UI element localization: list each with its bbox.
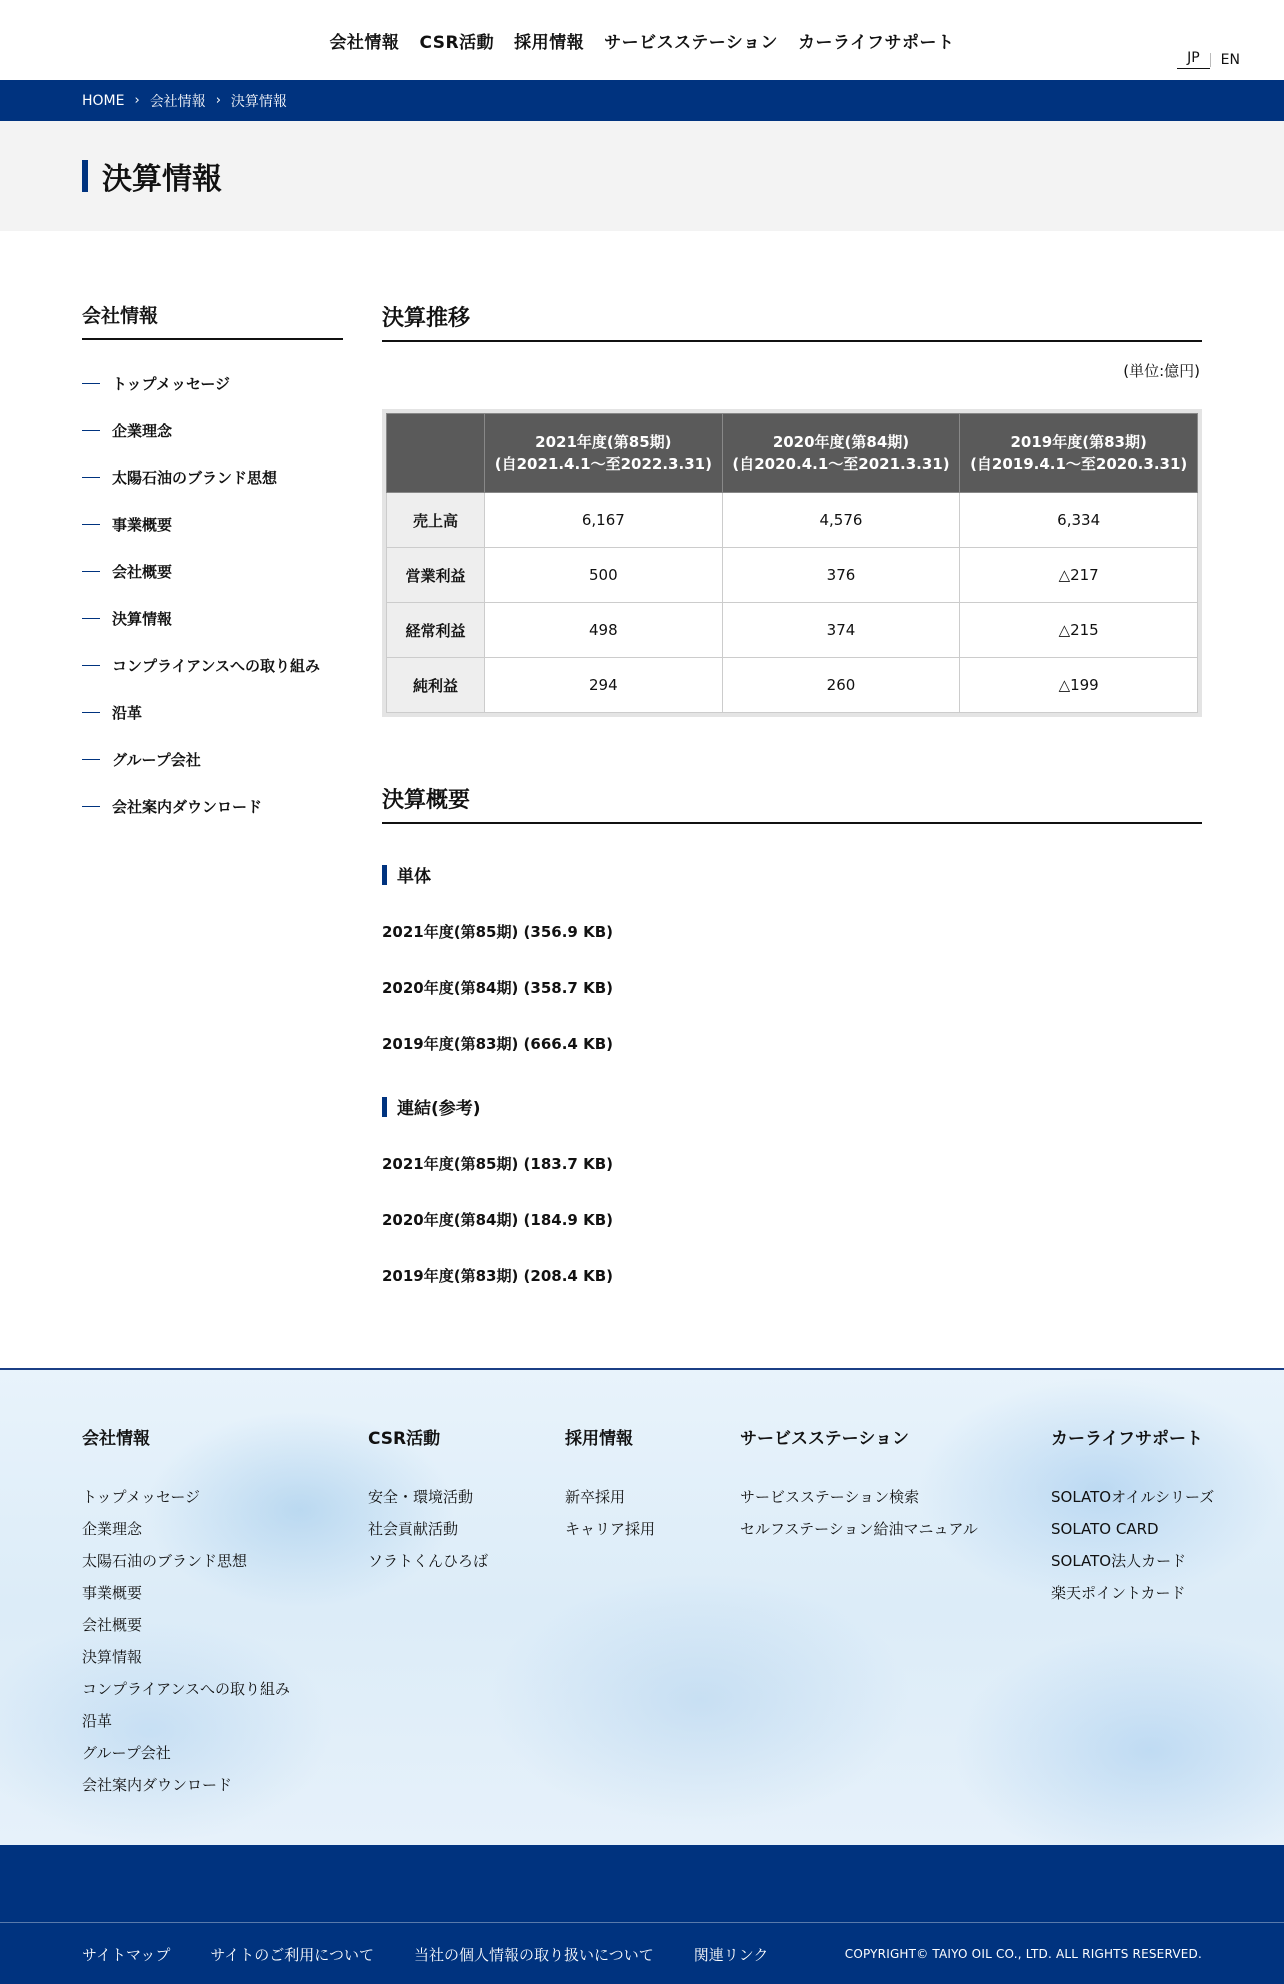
footer-link[interactable]: 安全・環境活動 [368,1488,474,1506]
footer-link[interactable]: グループ会社 [82,1744,171,1762]
global-nav [0,28,1284,53]
sidebar-item-label: 会社案内ダウンロード [112,798,263,816]
sidebar-item-financial[interactable] [82,595,343,642]
table-cell: 500 [485,548,723,603]
table-cell: 498 [485,603,723,658]
sidebar-item-label: 事業概要 [112,516,173,534]
sidebar-item-history[interactable] [82,689,343,736]
trend-heading: 決算推移 [382,301,1202,342]
footer-bottom-bar [0,1845,1284,1984]
breadcrumb-home[interactable]: HOME [82,92,125,109]
sidebar-item-label: 太陽石油のブランド思想 [112,469,278,487]
table-row [387,493,1198,548]
language-switcher [1177,50,1250,69]
dash-icon [82,383,100,384]
main-content [0,231,1284,1369]
lang-en-link[interactable]: EN [1220,51,1240,68]
gnav-recruit[interactable]: 採用情報 [514,33,585,53]
terms-link[interactable]: サイトのご利用について [210,1946,375,1964]
dash-icon [82,524,100,525]
sidebar-item-philosophy[interactable] [82,407,343,454]
sitemap-link[interactable]: サイトマップ [82,1946,171,1964]
chevron-right-icon: › [134,93,140,108]
table-cell: 294 [485,658,723,713]
footer-link[interactable]: ソラトくんひろば [368,1552,489,1570]
breadcrumb-current: 決算情報 [230,93,287,110]
content-area [382,301,1202,1286]
footer-link[interactable]: SOLATOオイルシリーズ [1051,1488,1215,1506]
sidebar-item-group[interactable] [82,736,343,783]
footer-col-recruit [565,1424,655,1545]
table-cell: 374 [722,603,960,658]
table-cell: 376 [722,548,960,603]
footer-col-title[interactable]: サービスステーション [740,1429,909,1449]
footer-col-carlife [1051,1424,1214,1609]
footer-col-title[interactable]: カーライフサポート [1051,1429,1203,1449]
footer-link[interactable]: キャリア採用 [565,1520,656,1538]
dash-icon [82,571,100,572]
column-header: 2020年度(第84期) (自2020.4.1～至2021.3.31) [722,414,960,493]
single-subheading: 単体 [382,862,1202,887]
footer-divider [0,1922,1284,1923]
row-header: 売上高 [387,493,485,548]
row-header: 純利益 [387,658,485,713]
financial-table-wrapper [382,409,1202,717]
table-row [387,603,1198,658]
footer-link[interactable]: サービスステーション検索 [740,1488,920,1506]
download-link-single-2020[interactable]: 2020年度(第84期) (358.7 KB) [382,979,613,997]
footer-link[interactable]: SOLATO CARD [1051,1520,1159,1538]
footer-link[interactable]: 会社概要 [82,1616,143,1634]
financial-table [386,413,1198,713]
sidebar-item-business[interactable] [82,501,343,548]
sidebar-item-download[interactable] [82,783,343,830]
gnav-csr[interactable]: CSR活動 [419,33,495,53]
copyright: COPYRIGHT© TAIYO OIL CO., LTD. ALL RIGHTS RESERVED. [844,1947,1202,1961]
dash-icon [82,759,100,760]
dash-icon [82,618,100,619]
breadcrumb [0,80,1284,121]
download-link-single-2021[interactable]: 2021年度(第85期) (356.9 KB) [382,923,613,941]
sidebar-item-label: 決算情報 [112,610,173,628]
summary-section [382,783,1202,1286]
footer-col-title[interactable]: CSR活動 [368,1429,441,1449]
footer-link[interactable]: 楽天ポイントカード [1051,1584,1186,1602]
related-links-link[interactable]: 関連リンク [693,1946,769,1964]
table-cell: 6,334 [960,493,1198,548]
table-row [387,548,1198,603]
download-link-consolidated-2021[interactable]: 2021年度(第85期) (183.7 KB) [382,1155,613,1173]
unit-note: (単位:億円) [1123,362,1200,380]
footer-link[interactable]: セルフステーション給油マニュアル [740,1520,978,1538]
dash-icon [82,430,100,431]
footer-sitemap [0,1368,1284,1845]
footer-col-company [82,1424,290,1801]
download-link-consolidated-2020[interactable]: 2020年度(第84期) (184.9 KB) [382,1211,613,1229]
table-cell: △199 [960,658,1198,713]
breadcrumb-company[interactable]: 会社情報 [149,93,206,110]
dash-icon [82,477,100,478]
dash-icon [82,806,100,807]
sidebar-item-overview[interactable] [82,548,343,595]
footer-bottom-links [82,1944,768,1965]
footer-col-title[interactable]: 会社情報 [82,1429,150,1449]
sidebar-item-brand[interactable] [82,454,343,501]
sidebar-item-label: 沿革 [112,704,143,722]
column-header: 2019年度(第83期) (自2019.4.1～至2020.3.31) [960,414,1198,493]
table-cell: 6,167 [485,493,723,548]
gnav-service-station[interactable]: サービスステーション [604,33,779,53]
summary-heading: 決算概要 [382,783,1202,824]
footer-col-csr [368,1424,488,1577]
subheading-accent-bar [382,1097,387,1117]
footer-link[interactable]: 企業理念 [82,1520,143,1538]
title-accent-bar [82,160,88,192]
footer-col-service-station [740,1424,978,1545]
sidebar-list [82,360,343,830]
footer-link[interactable]: 会社案内ダウンロード [82,1776,233,1794]
table-cell: 4,576 [722,493,960,548]
row-header: 経常利益 [387,603,485,658]
footer-link[interactable]: 新卒採用 [565,1488,626,1506]
table-cell: 260 [722,658,960,713]
table-row [387,658,1198,713]
gnav-carlife-support[interactable]: カーライフサポート [798,33,955,53]
sidebar-item-compliance[interactable] [82,642,343,689]
privacy-link[interactable]: 当社の個人情報の取り扱いについて [414,1946,654,1964]
footer-link[interactable]: 沿革 [82,1712,113,1730]
site-header [0,0,1284,80]
sidebar [82,301,343,830]
consolidated-subheading: 連結(参考) [382,1094,1202,1119]
footer-link[interactable]: SOLATO法人カード [1051,1552,1187,1570]
sidebar-item-label: グループ会社 [112,751,201,769]
footer-link[interactable]: トップメッセージ [82,1488,201,1506]
sidebar-item-label: 会社概要 [112,563,173,581]
footer-link[interactable]: 決算情報 [82,1648,143,1666]
gnav-company[interactable]: 会社情報 [329,33,400,53]
footer-link[interactable]: 事業概要 [82,1584,143,1602]
sidebar-item-top-message[interactable] [82,360,343,407]
sidebar-title: 会社情報 [82,301,343,340]
download-link-single-2019[interactable]: 2019年度(第83期) (666.4 KB) [382,1035,613,1053]
dash-icon [82,665,100,666]
sidebar-item-label: トップメッセージ [112,375,231,393]
page-title: 決算情報 [102,162,222,197]
column-header: 2021年度(第85期) (自2021.4.1～至2022.3.31) [485,414,723,493]
table-cell: △217 [960,548,1198,603]
download-link-consolidated-2019[interactable]: 2019年度(第83期) (208.4 KB) [382,1267,613,1285]
row-header: 営業利益 [387,548,485,603]
footer-link[interactable]: 太陽石油のブランド思想 [82,1552,248,1570]
footer-link[interactable]: コンプライアンスへの取り組み [82,1680,291,1698]
footer-col-title[interactable]: 採用情報 [565,1429,633,1449]
footer-link[interactable]: 社会貢献活動 [368,1520,459,1538]
chevron-right-icon: › [215,93,221,108]
lang-jp-link[interactable]: JP [1177,50,1210,69]
subheading-accent-bar [382,865,387,885]
sidebar-item-label: 企業理念 [112,422,173,440]
sidebar-item-label: コンプライアンスへの取り組み [112,657,321,675]
dash-icon [82,712,100,713]
table-corner [387,414,485,493]
page-title-band [0,121,1284,231]
table-cell: △215 [960,603,1198,658]
